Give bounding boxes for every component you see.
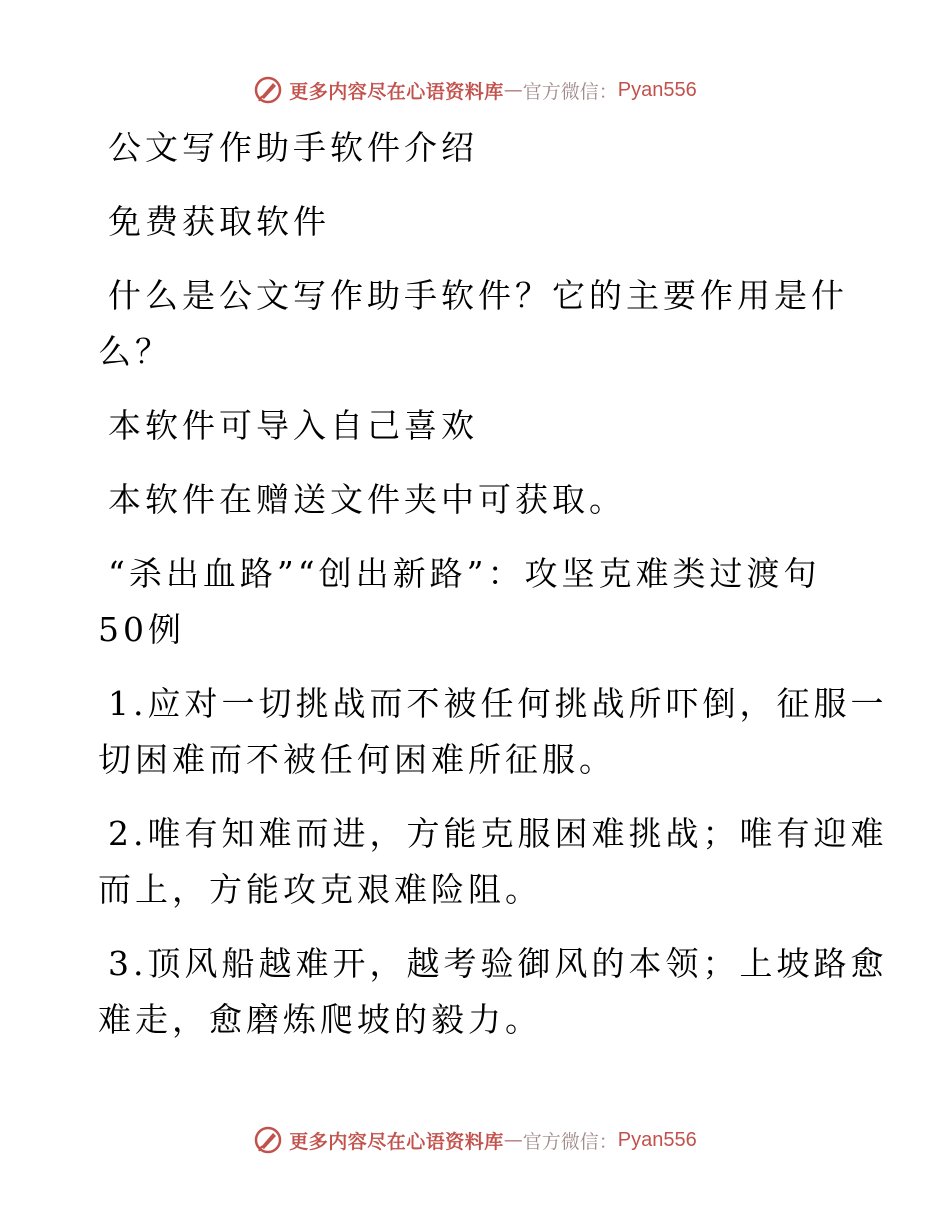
paragraph-line: 难走，愈磨炼爬坡的毅力。 bbox=[98, 1000, 542, 1039]
paragraph-line: 1.应对一切挑战而不被任何挑战所吓倒，征服一 bbox=[108, 684, 888, 723]
footer-banner-text: 更多内容尽在心语资料库 bbox=[289, 1130, 504, 1153]
header-banner-text: 更多内容尽在心语资料库 bbox=[289, 80, 504, 103]
paragraph bbox=[98, 676, 888, 788]
header-banner bbox=[0, 70, 950, 110]
paragraph-line: 公文写作助手软件介绍 bbox=[108, 128, 478, 167]
paragraph bbox=[98, 546, 828, 658]
paragraph bbox=[98, 194, 828, 250]
paragraph-line: 么？ bbox=[98, 332, 172, 371]
footer-banner bbox=[0, 1120, 950, 1160]
paragraph-line: 而上，方能攻克艰难险阻。 bbox=[98, 870, 542, 909]
paragraph-line: “杀出血路”“创出新路”：攻坚克难类过渡句 bbox=[108, 554, 821, 593]
paragraph-line: 本软件可导入自己喜欢 bbox=[108, 406, 478, 445]
paragraph bbox=[98, 472, 828, 528]
footer-wechat-label: 官方微信： bbox=[522, 1130, 618, 1153]
paragraph-line: 2.唯有知难而进，方能克服困难挑战；唯有迎难 bbox=[108, 814, 888, 853]
paragraph bbox=[98, 936, 888, 1048]
footer-banner-dash: — bbox=[503, 1129, 523, 1151]
header-wechat-label: 官方微信： bbox=[522, 80, 618, 103]
paragraph-line: 本软件在赠送文件夹中可获取。 bbox=[108, 480, 626, 519]
quill-pen-logo-icon bbox=[253, 1125, 283, 1155]
paragraph-line: 免费获取软件 bbox=[108, 202, 330, 241]
paragraph-line: 切困难而不被任何困难所征服。 bbox=[98, 740, 616, 779]
paragraph-line: 3.顶风船越难开，越考验御风的本领；上坡路愈 bbox=[108, 944, 888, 983]
document-body bbox=[98, 120, 888, 1048]
footer-wechat-id: Pyan556 bbox=[617, 1128, 697, 1151]
header-banner-dash: — bbox=[503, 79, 523, 101]
doc-title bbox=[98, 120, 828, 176]
paragraph-line: 什么是公文写作助手软件？它的主要作用是什 bbox=[108, 276, 848, 315]
paragraph bbox=[98, 268, 848, 380]
paragraph bbox=[98, 398, 828, 454]
paragraph bbox=[98, 806, 888, 918]
header-wechat-id: Pyan556 bbox=[617, 78, 697, 101]
paragraph-line: 50例 bbox=[98, 610, 185, 649]
quill-pen-logo-icon bbox=[253, 75, 283, 105]
